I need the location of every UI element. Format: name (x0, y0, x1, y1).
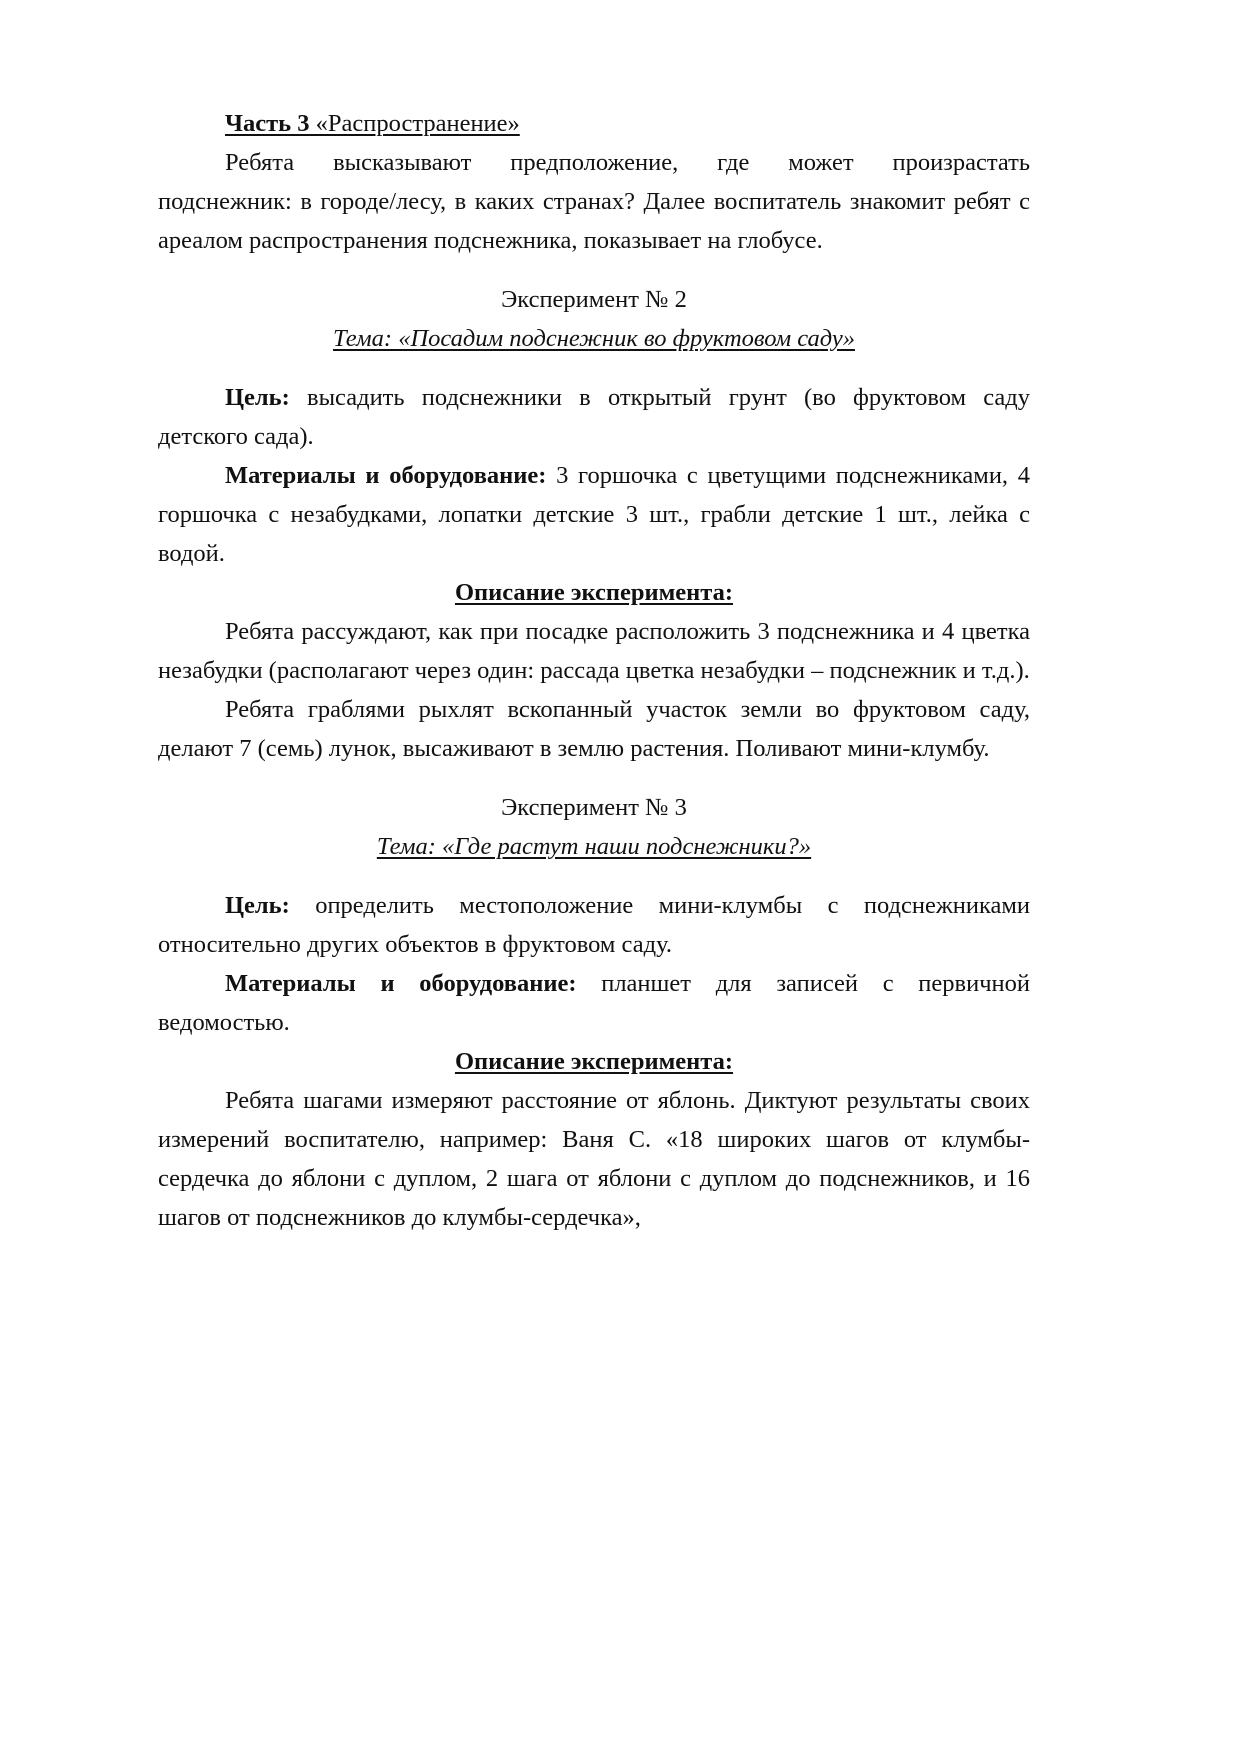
experiment3-theme (158, 827, 1030, 866)
experiment3-heading: Эксперимент № 3 (501, 794, 687, 821)
experiment3-description-heading (158, 1042, 1030, 1081)
experiment2-heading: Эксперимент № 2 (501, 286, 687, 313)
experiment2-theme (158, 319, 1030, 358)
experiment2-materials (158, 456, 1030, 573)
experiment2-description-heading-text: Описание эксперимента: (454, 579, 734, 606)
part3-paragraph (158, 143, 1030, 260)
part3-subtitle: «Распространение» (309, 110, 520, 137)
experiment3-theme-text: Тема: «Где растут наши подснежники?» (376, 833, 812, 860)
part3-label: Часть 3 (225, 110, 310, 137)
experiment3-goal-label: Цель: (225, 892, 290, 919)
experiment3-materials-text: планшет для записей с первичной ведомостью. (158, 970, 1030, 1036)
experiment2-goal-text: высадить подснежники в открытый грунт (во фруктовом саду детского сада). (158, 384, 1030, 450)
part3-paragraph-line1: Ребята высказывают предположение, где может произрастать (225, 149, 1030, 176)
experiment2-materials-label: Материалы и оборудование: (225, 462, 547, 489)
experiment2-goal (158, 378, 1030, 456)
experiment2-goal-label: Цель: (225, 384, 290, 411)
experiment2-materials-text: 3 горшочка с цветущими подснежниками, 4 горшочка с незабудками, лопатки детские 3 шт., грабли детские 1 шт., лейка с водой. (158, 462, 1030, 567)
experiment3-goal-text: определить местоположение мини-клумбы с подснежниками относительно других объектов в фруктовом саду. (158, 892, 1030, 958)
part3-paragraph-rest: подснежник: в городе/лесу, в каких странах? Далее воспитатель знакомит ребят с ареалом распространения подснежника, показывает на глобусе. (158, 188, 1030, 254)
experiment2-description-heading (158, 573, 1030, 612)
document-page (158, 104, 1030, 1237)
part3-title (158, 104, 1030, 143)
experiment2-description-p2: Ребята граблями рыхлят вскопанный участок земли во фруктовом саду, делают 7 (семь) лунок, высаживают в землю растения. Поливают мини-клумбу. (158, 696, 1030, 762)
experiment2-description-p1: Ребята рассуждают, как при посадке расположить 3 подснежника и 4 цветка незабудки (располагают через один: рассада цветка незабудки – подснежник и т.д.). (158, 618, 1030, 684)
experiment3-goal (158, 886, 1030, 964)
experiment3-description-heading-text: Описание эксперимента: (454, 1048, 734, 1075)
experiment3-materials (158, 964, 1030, 1042)
experiment3-materials-label: Материалы и оборудование: (225, 970, 577, 997)
experiment2-theme-text: Тема: «Посадим подснежник во фруктовом саду» (333, 325, 855, 352)
experiment3-description-p1: Ребята шагами измеряют расстояние от яблонь. Диктуют результаты своих измерений воспитателю, например: Ваня С. «18 широких шагов от клумбы-сердечка до яблони с дуплом, 2 шага от яблони с дуплом до подснежников, и 16 шагов от подснежников до клумбы-сердечка», (158, 1087, 1030, 1231)
